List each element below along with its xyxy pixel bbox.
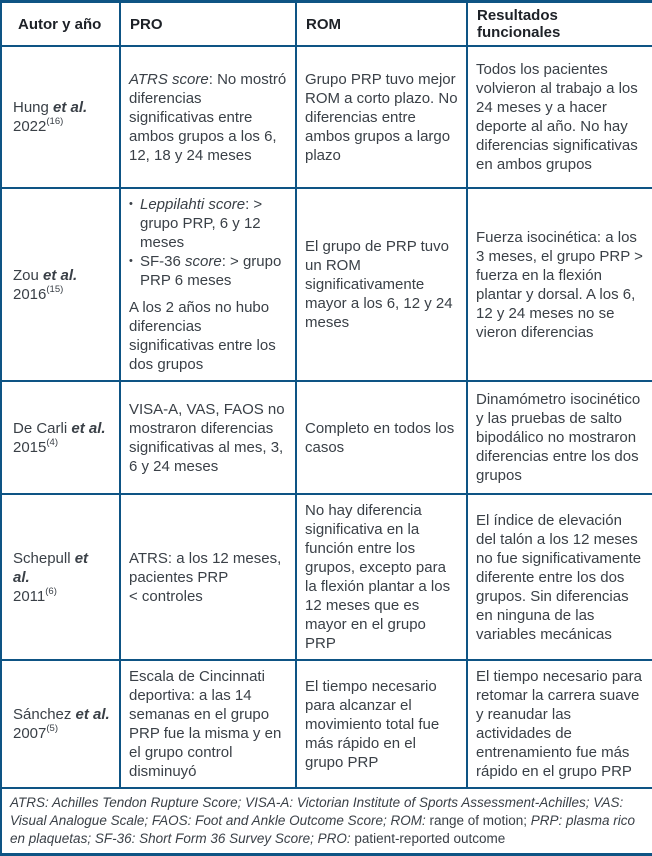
pro-paragraph: A los 2 años no hubo diferencias significativas entre los dos grupos [129, 299, 276, 373]
pro-cell [120, 494, 296, 660]
list-item [129, 252, 287, 290]
rom-cell: Grupo PRP tuvo mejor ROM a corto plazo. No diferencias entre ambos grupos a largo plazo [296, 46, 467, 188]
resultados-cell: Dinamómetro isocinético y las pruebas de salto bipodálico no mostraron diferencias entre los dos grupos [467, 381, 652, 494]
author-name: Sánchez [13, 706, 76, 723]
header-row [1, 2, 652, 47]
author-cell [1, 381, 120, 494]
author-etal: et al. [71, 419, 106, 437]
table-body [1, 46, 652, 855]
table-row-sanchez [1, 660, 652, 788]
pro-text-line: < controles [129, 587, 203, 605]
footnote [1, 788, 652, 855]
score-name: Leppilahti score [140, 196, 246, 213]
table-header [1, 2, 652, 47]
author-name: Schepull [13, 549, 75, 567]
author-year: 2015 [13, 438, 47, 456]
resultados-cell: El índice de elevación del talón a los 12 meses no fue significativamente diferente entre los dos grupos. Sin diferencias en ninguna de las variables mecánicas [467, 494, 652, 660]
reference-superscript: (5) [46, 723, 58, 734]
rom-cell: El tiempo necesario para alcanzar el movimiento total fue más rápido en el grupo PRP [296, 660, 467, 788]
footnote-text: ATRS: Achilles Tendon Rupture Score; VISA-A: Victorian Institute of Sports Assessment-Achilles; VAS: Visual Analogue Scale; FAOS: Foot and Ankle Outcome Score; ROM: [10, 795, 624, 828]
author-etal: et al. [43, 266, 78, 284]
pro-cell [120, 46, 296, 188]
author-cell [1, 46, 120, 188]
reference-superscript: (16) [46, 116, 64, 127]
header-cell-rom: ROM [296, 2, 467, 47]
author-cell [1, 660, 120, 788]
footnote-text: PRP: plasma rico en plaquetas; SF-36: Short Form 36 Survey Score; PRO: [10, 813, 636, 846]
rom-cell: No hay diferencia significativa en la función entre los grupos, excepto para la flexión plantar a los 12 meses que es mayor en el grupo PRP [296, 494, 467, 660]
table-row-hung [1, 46, 652, 188]
footnote-text: range of motion; [425, 813, 531, 828]
footnote-text: patient-reported outcome [350, 831, 506, 846]
table-row-zou [1, 188, 652, 381]
reference-superscript: (15) [46, 283, 64, 295]
table-row-schepull [1, 494, 652, 660]
bullet-text: SF-36 [140, 253, 186, 270]
pro-cell [120, 188, 296, 381]
bullet-text: : > grupo PRP 6 meses [140, 253, 282, 289]
table-row-decarli [1, 381, 652, 494]
author-etal: al. [13, 568, 30, 586]
rom-cell: El grupo de PRP tuvo un ROM significativamente mayor a los 6, 12 y 24 meses [296, 188, 467, 381]
author-cell [1, 188, 120, 381]
author-etal: et al. [75, 706, 110, 723]
resultados-cell: El tiempo necesario para retomar la carrera suave y reanudar las actividades de entrenamiento fue más rápido en el grupo PRP [467, 660, 652, 788]
author-year: 2007 [13, 725, 47, 742]
list-item [129, 195, 287, 252]
author-name: Zou [13, 266, 44, 284]
resultados-cell: Todos los pacientes volvieron al trabajo a los 24 meses y a hacer deporte al año. No hay diferencias significativas en ambos grupos [467, 46, 652, 188]
author-etal: et al. [53, 99, 88, 116]
pro-cell: Escala de Cincinnati deportiva: a las 14 semanas en el grupo PRP fue la misma y en el grupo control disminuyó [120, 660, 296, 788]
pro-text-line: ATRS: a los 12 meses, [129, 549, 282, 567]
header-cell-resultados: Resultados funcionales [467, 2, 652, 47]
footnote-row [1, 788, 652, 855]
pro-cell: VISA-A, VAS, FAOS no mostraron diferencias significativas al mes, 3, 6 y 24 meses [120, 381, 296, 494]
resultados-cell: Fuerza isocinética: a los 3 meses, el grupo PRP > fuerza en la flexión plantar y dorsal. A los 6, 12 y 24 meses no se vieron diferencias [467, 188, 652, 381]
author-etal: et [74, 549, 89, 567]
author-year: 2022 [13, 118, 47, 135]
author-cell [1, 494, 120, 660]
bullet-icon: • [129, 255, 133, 267]
score-name: score [185, 253, 222, 270]
author-name: Hung [13, 99, 54, 116]
reference-superscript: (4) [46, 436, 58, 448]
score-name: ATRS score [129, 70, 209, 88]
reference-superscript: (6) [45, 585, 57, 597]
pro-text: : No mostró diferencias significativas entre ambos grupos a los 6, 12, 18 y 24 meses [129, 70, 287, 164]
rom-cell: Completo en todos los casos [296, 381, 467, 494]
header-cell-pro: PRO [120, 2, 296, 47]
author-name: De Carli [13, 419, 72, 437]
bullet-text: : > grupo PRP, 6 y 12 meses [140, 196, 263, 251]
pro-bullet-list [129, 195, 287, 290]
bullet-icon: • [129, 198, 133, 210]
author-year: 2016 [13, 285, 47, 303]
author-year: 2011 [13, 587, 46, 605]
pro-text-line: pacientes PRP [129, 568, 229, 586]
header-cell-autor: Autor y año [1, 2, 120, 47]
